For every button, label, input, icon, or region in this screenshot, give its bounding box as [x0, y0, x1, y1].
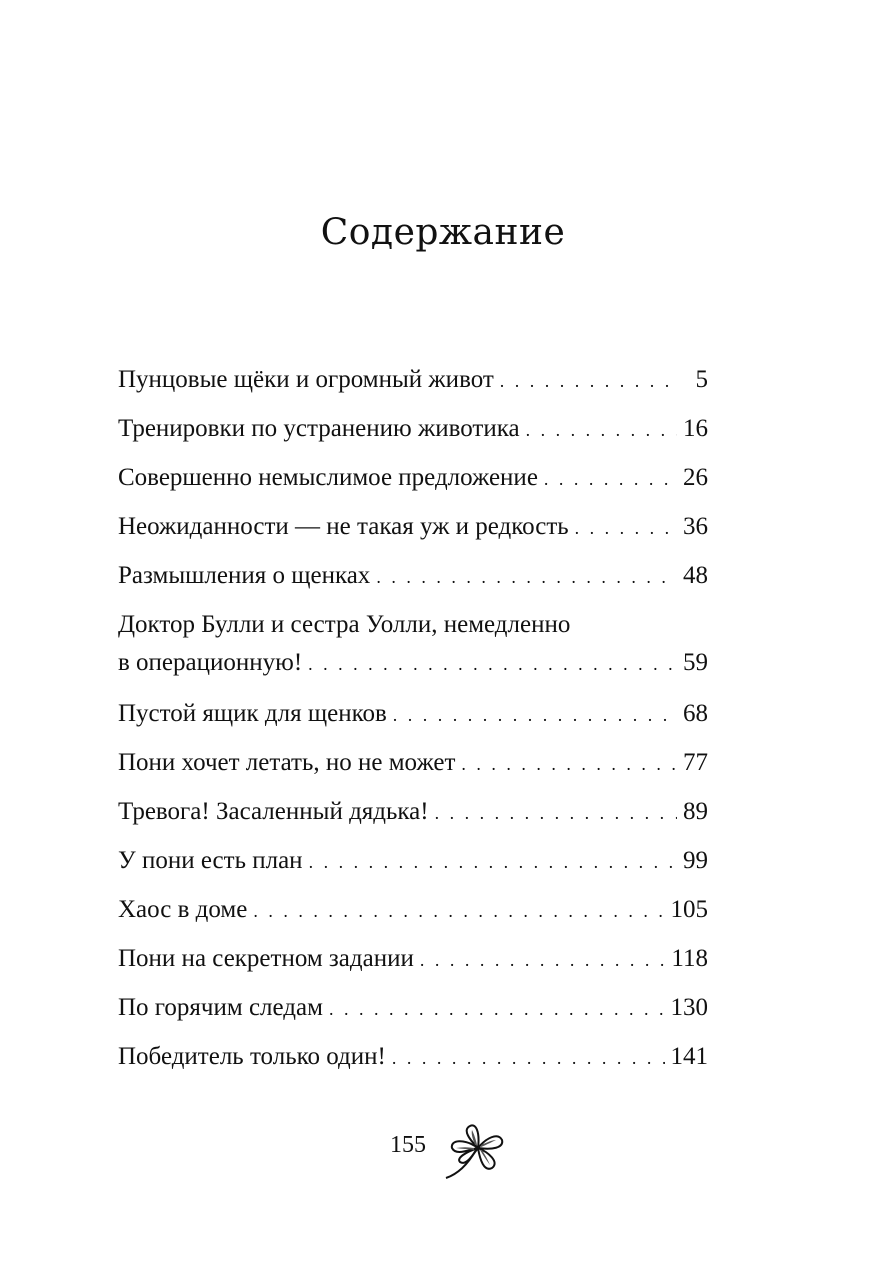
toc-dot-leader [309, 842, 677, 882]
toc-entry-page: 77 [683, 749, 708, 776]
toc-entry-page: 26 [683, 464, 708, 491]
page-title: Содержание [320, 212, 566, 254]
toc-dot-leader [575, 508, 677, 548]
toc-entry[interactable] [118, 939, 708, 988]
toc-entry[interactable] [118, 605, 708, 694]
page-footer [0, 1120, 886, 1180]
toc-dot-leader [253, 891, 664, 931]
toc-entry-title: Неожиданности — не такая уж и редкость [118, 513, 569, 540]
toc-entry[interactable] [118, 458, 708, 507]
toc-entry-page: 99 [683, 847, 708, 874]
toc-dot-leader [461, 744, 677, 784]
toc-entry-title: Пони на секретном задании [118, 945, 414, 972]
toc-entry-title: Совершенно немыслимое предложение [118, 464, 538, 491]
toc-dot-leader [544, 459, 677, 499]
toc-dot-leader [420, 940, 666, 980]
toc-entry-page: 48 [683, 562, 708, 589]
toc-entry-title: Пони хочет летать, но не может [118, 749, 456, 776]
toc-entry-title-line1: Доктор Булли и сестра Уолли, немедленно [118, 611, 571, 638]
toc-entry-title: Тревога! Засаленный дядька! [118, 798, 429, 825]
toc-dot-leader [500, 361, 678, 401]
toc-dot-leader [526, 410, 677, 450]
toc-entry-page: 16 [683, 415, 708, 442]
toc-entry-page: 68 [683, 700, 708, 727]
toc-entry-page: 89 [683, 798, 708, 825]
toc-entry-title-line2: в операционную! [118, 649, 303, 676]
clover-icon [440, 1120, 516, 1180]
toc-dot-leader [435, 793, 677, 833]
toc-entry[interactable] [118, 841, 708, 890]
toc-entry[interactable] [118, 507, 708, 556]
toc-entry[interactable] [118, 1037, 708, 1086]
toc-entry-page: 118 [671, 945, 708, 972]
toc-entry[interactable] [118, 360, 708, 409]
toc-entry-page: 5 [695, 366, 708, 393]
page-number: 155 [390, 1132, 426, 1158]
toc-dot-leader [376, 557, 677, 597]
toc-entry-title: У пони есть план [118, 847, 303, 874]
toc-entry-page: 141 [670, 1043, 708, 1070]
toc-entry[interactable] [118, 409, 708, 458]
toc-entry[interactable] [118, 890, 708, 939]
toc-dot-leader [393, 695, 677, 735]
toc-dot-leader [329, 989, 665, 1029]
table-of-contents [118, 360, 708, 1086]
toc-entry-title: Пунцовые щёки и огромный живот [118, 366, 494, 393]
toc-entry-title: Размышления о щенках [118, 562, 371, 589]
toc-entry-page: 59 [683, 649, 708, 676]
toc-entry[interactable] [118, 743, 708, 792]
toc-entry-title: Хаос в доме [118, 896, 248, 923]
toc-entry-title: Пустой ящик для щенков [118, 700, 387, 727]
toc-entry-page: 105 [670, 896, 708, 923]
toc-entry[interactable] [118, 556, 708, 605]
toc-entry-title: Тренировки по устранению животика [118, 415, 520, 442]
toc-entry-page: 130 [670, 994, 708, 1021]
toc-dot-leader [392, 1038, 665, 1078]
toc-entry-page: 36 [683, 513, 708, 540]
toc-entry[interactable] [118, 988, 708, 1037]
toc-entry[interactable] [118, 694, 708, 743]
toc-entry-title: По горячим следам [118, 994, 323, 1021]
toc-entry-title: Победитель только один! [118, 1043, 386, 1070]
toc-entry[interactable] [118, 792, 708, 841]
toc-dot-leader [308, 646, 677, 682]
